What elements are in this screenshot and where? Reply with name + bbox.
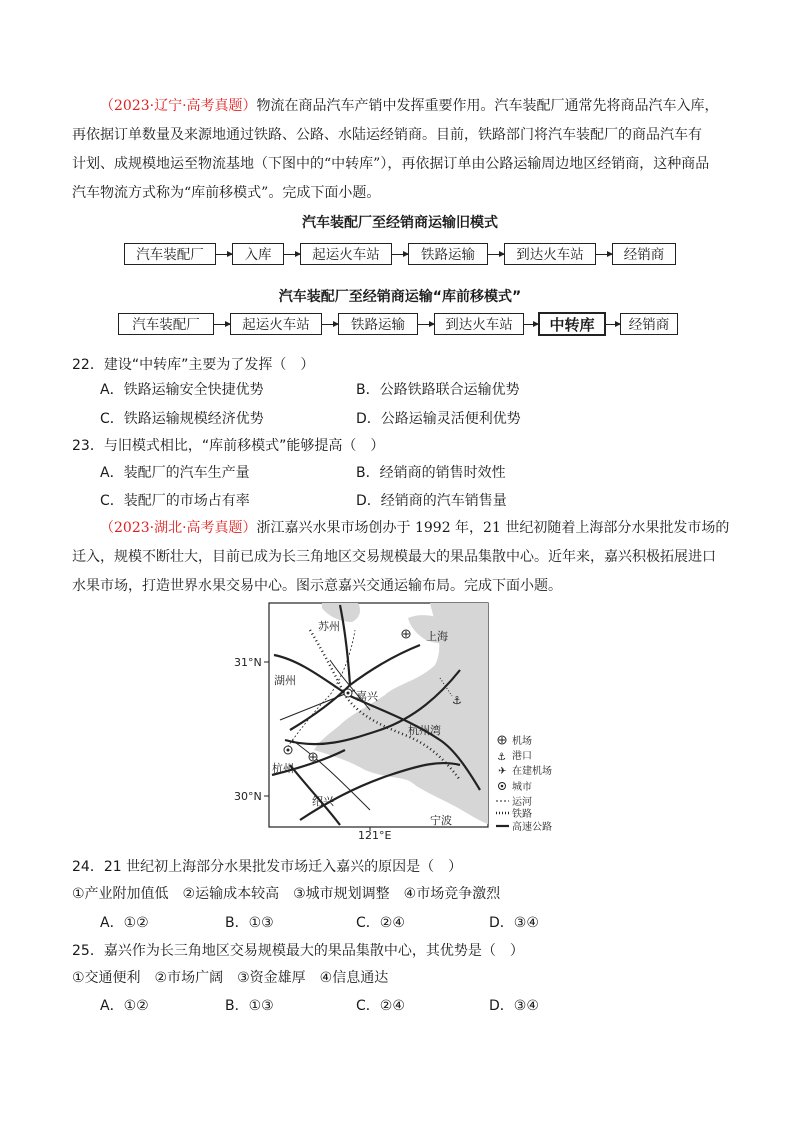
place-label: 杭州	[272, 762, 294, 775]
flow-arrow	[392, 254, 408, 255]
legend-label: 机场	[512, 736, 532, 747]
place-label: 上海	[426, 630, 448, 643]
option-b[interactable]: B．经销商的销售时效性	[356, 465, 506, 481]
flow-step: 到达火车站	[504, 243, 596, 265]
option-a[interactable]: A．铁路运输安全快捷优势	[100, 382, 264, 398]
option-d[interactable]: D．③④	[489, 998, 539, 1014]
flow-step: 起运火车站	[230, 313, 322, 335]
legend-label: 港口	[512, 751, 532, 762]
port-icon: ⚓	[452, 694, 462, 707]
passage-1	[72, 92, 732, 208]
flow-step: 铁路运输	[338, 313, 418, 335]
flow-arrow	[606, 324, 620, 325]
flow-new-title: 汽车装配厂至经销商运输“库前移模式”	[278, 289, 522, 305]
flow-step-highlight: 中转库	[538, 312, 606, 336]
flow-arrow	[284, 254, 300, 255]
flow-step: 汽车装配厂	[124, 243, 216, 265]
option-b[interactable]: B．①③	[225, 915, 274, 931]
source-tag: （2023·湖北·高考真题）	[100, 520, 257, 536]
flow-arrow	[488, 254, 504, 255]
lat-label: 30°N	[234, 790, 262, 803]
legend-label: 在建机场	[512, 766, 552, 777]
passage-text: 汽车物流方式称为“库前移模式”。完成下面小题。	[72, 185, 381, 201]
flow-step: 铁路运输	[408, 243, 488, 265]
option-c[interactable]: C．②④	[356, 915, 405, 931]
flow-step: 起运火车站	[300, 243, 392, 265]
flow-arrow	[418, 324, 434, 325]
place-label: 嘉兴	[356, 690, 378, 703]
option-d[interactable]: D．经销商的汽车销售量	[356, 493, 507, 509]
option-d[interactable]: D．③④	[489, 915, 539, 931]
place-label: 杭州湾	[408, 724, 441, 737]
planned-airport-icon: ✈	[498, 766, 507, 777]
place-label: 苏州	[318, 620, 340, 633]
flow-arrow	[322, 324, 338, 325]
legend-label: 运河	[512, 797, 532, 808]
port-icon: ⚓	[497, 752, 506, 763]
passage-2	[72, 514, 732, 601]
option-a[interactable]: A．①②	[100, 915, 149, 931]
flow-step: 经销商	[620, 313, 678, 335]
lat-label: 31°N	[234, 656, 262, 669]
flow-arrow	[216, 254, 232, 255]
place-label: 绍兴	[312, 795, 334, 808]
option-c[interactable]: C．装配厂的市场占有率	[100, 493, 250, 509]
question-25-items: ①交通便利 ②市场广阔 ③资金雄厚 ④信息通达	[72, 970, 389, 986]
option-c[interactable]: C．铁路运输规模经济优势	[100, 411, 264, 427]
question-23: 23．与旧模式相比，“库前移模式”能够提高（ ）	[72, 438, 385, 454]
legend-label: 铁路	[512, 809, 532, 820]
passage-text: 再依据订单数量及来源地通过铁路、公路、水陆运经销商。目前，铁路部门将汽车装配厂的商品汽车有	[72, 127, 702, 143]
flow-step: 经销商	[612, 243, 676, 265]
legend-label: 城市	[512, 782, 532, 793]
place-label: 湖州	[274, 674, 296, 687]
passage-text: 计划、成规模地运至物流基地（下图中的“中转库”），再依据订单由公路运输周边地区经销商，这种商品	[72, 156, 710, 172]
option-b[interactable]: B．①③	[225, 998, 274, 1014]
passage-text: 迁入，规模不断壮大，目前已成为长三角地区交易规模最大的果品集散中心。近年来，嘉兴积极拓展进口	[72, 549, 716, 565]
option-a[interactable]: A．装配厂的汽车生产量	[100, 465, 250, 481]
passage-text: 物流在商品汽车产销中发挥重要作用。汽车装配厂通常先将商品汽车入库，	[256, 98, 719, 114]
passage-text: 水果市场，打造世界水果交易中心。图示意嘉兴交通运输布局。完成下面小题。	[72, 578, 562, 594]
flow-old-title: 汽车装配厂至经销商运输旧模式	[302, 215, 498, 231]
flow-step: 入库	[232, 243, 284, 265]
option-d[interactable]: D．公路运输灵活便利优势	[356, 411, 521, 427]
option-c[interactable]: C．②④	[356, 998, 405, 1014]
question-24: 24．21 世纪初上海部分水果批发市场迁入嘉兴的原因是（ ）	[72, 859, 463, 875]
passage-text: 浙江嘉兴水果市场创办于 1992 年，21 世纪初随着上海部分水果批发市场的	[256, 520, 730, 536]
jiaxing-transport-map	[230, 600, 570, 840]
flow-arrow	[214, 324, 230, 325]
option-a[interactable]: A．①②	[100, 998, 149, 1014]
legend-label: 高速公路	[512, 822, 552, 833]
question-25: 25．嘉兴作为长三角地区交易规模最大的果品集散中心，其优势是（ ）	[72, 943, 524, 959]
option-b[interactable]: B．公路铁路联合运输优势	[356, 382, 520, 398]
question-22: 22．建设“中转库”主要为了发挥（ ）	[72, 357, 315, 373]
flow-arrow	[596, 254, 612, 255]
question-24-items: ①产业附加值低 ②运输成本较高 ③城市规划调整 ④市场竞争激烈	[72, 886, 501, 902]
flow-step: 到达火车站	[434, 313, 524, 335]
place-label: 宁波	[430, 814, 452, 827]
source-tag: （2023·辽宁·高考真题）	[100, 98, 257, 114]
map-legend	[496, 734, 552, 833]
lon-label: 121°E	[358, 829, 392, 840]
flow-arrow	[524, 324, 538, 325]
flow-step: 汽车装配厂	[118, 313, 214, 335]
